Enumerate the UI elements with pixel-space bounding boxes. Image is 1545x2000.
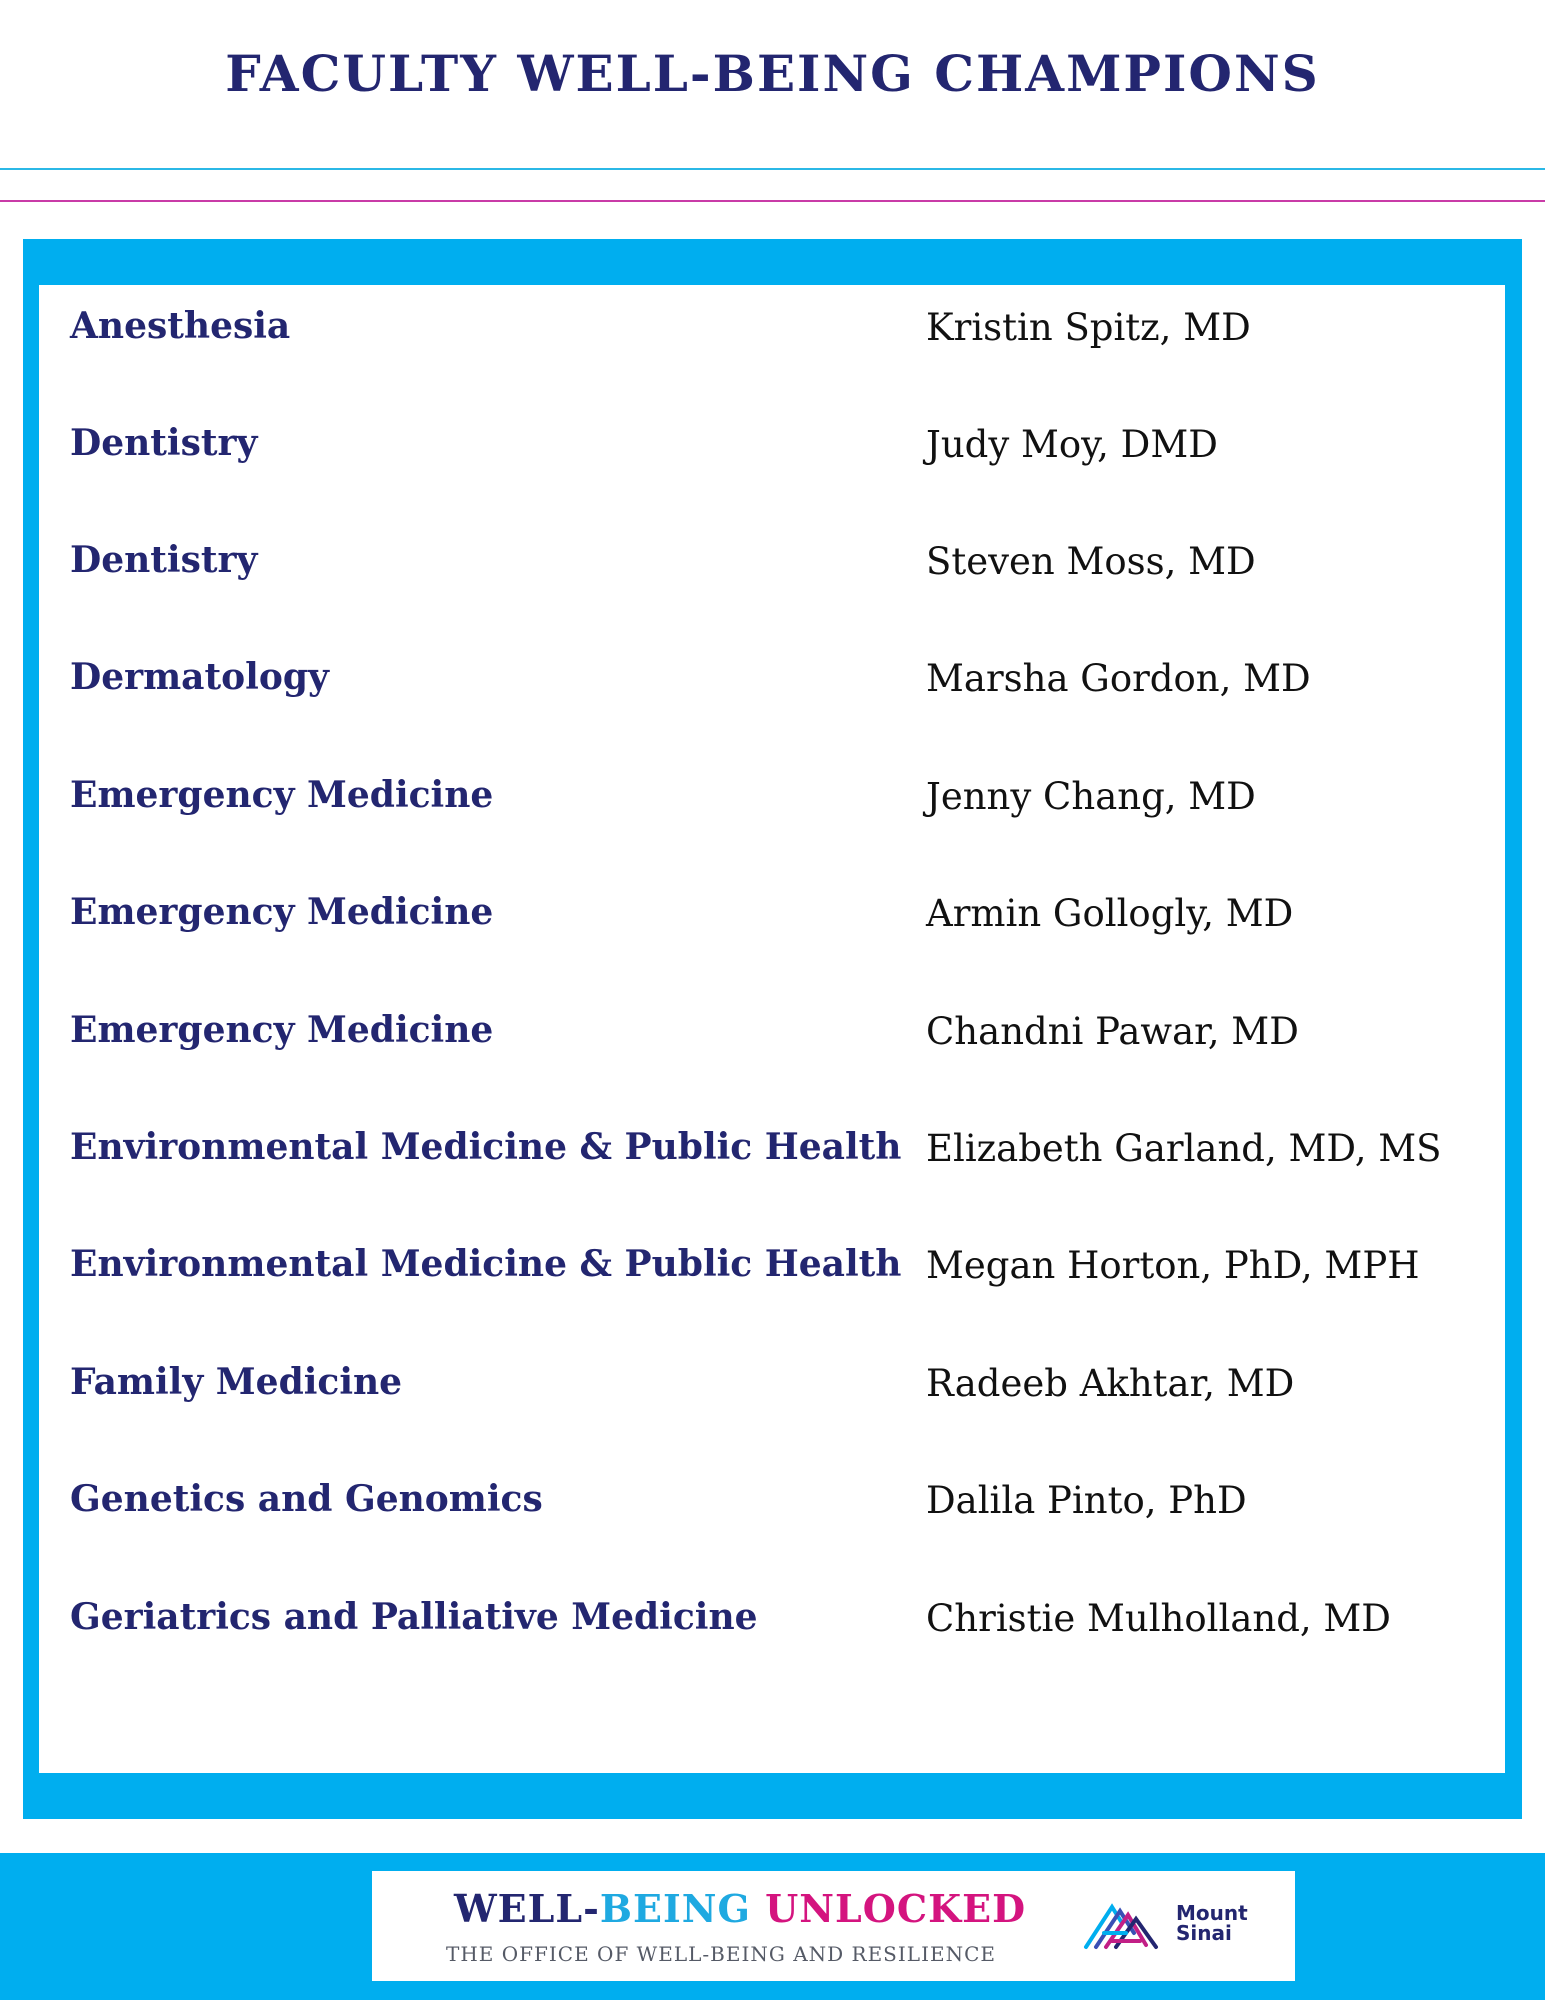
logo-wordmark [1176, 1903, 1266, 1943]
champion-row [39, 296, 1505, 356]
department-name: Dentistry [70, 422, 258, 464]
department-name: Dermatology [70, 656, 329, 698]
champion-name: Steven Moss, MD [926, 540, 1256, 583]
champion-name: Megan Horton, PhD, MPH [926, 1244, 1420, 1287]
department-name: Emergency Medicine [70, 1009, 494, 1051]
brand-subtitle: THE OFFICE OF WELL-BEING AND RESILIENCE [446, 1942, 996, 1966]
champion-row [39, 1234, 1505, 1294]
logo-line-mount: Mount [1176, 1901, 1248, 1925]
cyan-divider [0, 168, 1545, 170]
champion-name: Chandni Pawar, MD [926, 1010, 1299, 1053]
champion-row [39, 1117, 1505, 1177]
champions-frame [23, 239, 1522, 1819]
magenta-divider [0, 200, 1545, 202]
champion-name: Armin Gollogly, MD [926, 892, 1294, 935]
champion-row [39, 1587, 1505, 1647]
mount-sinai-logo-icon [1082, 1893, 1160, 1953]
department-name: Emergency Medicine [70, 891, 494, 933]
champion-name: Marsha Gordon, MD [926, 657, 1311, 700]
department-name: Environmental Medicine & Public Health [70, 1243, 902, 1285]
logo-line-sinai: Sinai [1176, 1921, 1232, 1945]
champion-name: Jenny Chang, MD [926, 775, 1256, 818]
champion-row [39, 765, 1505, 825]
footer-card [372, 1871, 1295, 1981]
page-title: FACULTY WELL-BEING CHAMPIONS [225, 44, 1320, 103]
champion-name: Christie Mulholland, MD [926, 1597, 1391, 1640]
champion-row [39, 647, 1505, 707]
department-name: Emergency Medicine [70, 774, 494, 816]
champion-row [39, 413, 1505, 473]
champion-row [39, 1469, 1505, 1529]
champion-name: Dalila Pinto, PhD [926, 1479, 1247, 1522]
champion-name: Judy Moy, DMD [926, 423, 1218, 466]
champion-name: Kristin Spitz, MD [926, 306, 1251, 349]
champion-row [39, 882, 1505, 942]
champion-row [39, 1352, 1505, 1412]
department-name: Dentistry [70, 539, 258, 581]
brand-word-unlocked: UNLOCKED [765, 1886, 1027, 1931]
footer-band [0, 1853, 1545, 2000]
champion-name: Radeeb Akhtar, MD [926, 1362, 1295, 1405]
brand-word-being: BEING [599, 1886, 766, 1931]
mount-sinai-logo [1082, 1893, 1272, 1963]
brand-wordmark [454, 1887, 1026, 1931]
department-name: Family Medicine [70, 1361, 403, 1403]
brand-word-well: WELL- [454, 1886, 600, 1931]
champion-row [39, 530, 1505, 590]
champion-row [39, 1000, 1505, 1060]
department-name: Anesthesia [70, 305, 291, 347]
champions-list [39, 285, 1505, 1773]
champion-name: Elizabeth Garland, MD, MS [926, 1127, 1442, 1170]
department-name: Environmental Medicine & Public Health [70, 1126, 902, 1168]
department-name: Geriatrics and Palliative Medicine [70, 1596, 758, 1638]
department-name: Genetics and Genomics [70, 1478, 543, 1520]
